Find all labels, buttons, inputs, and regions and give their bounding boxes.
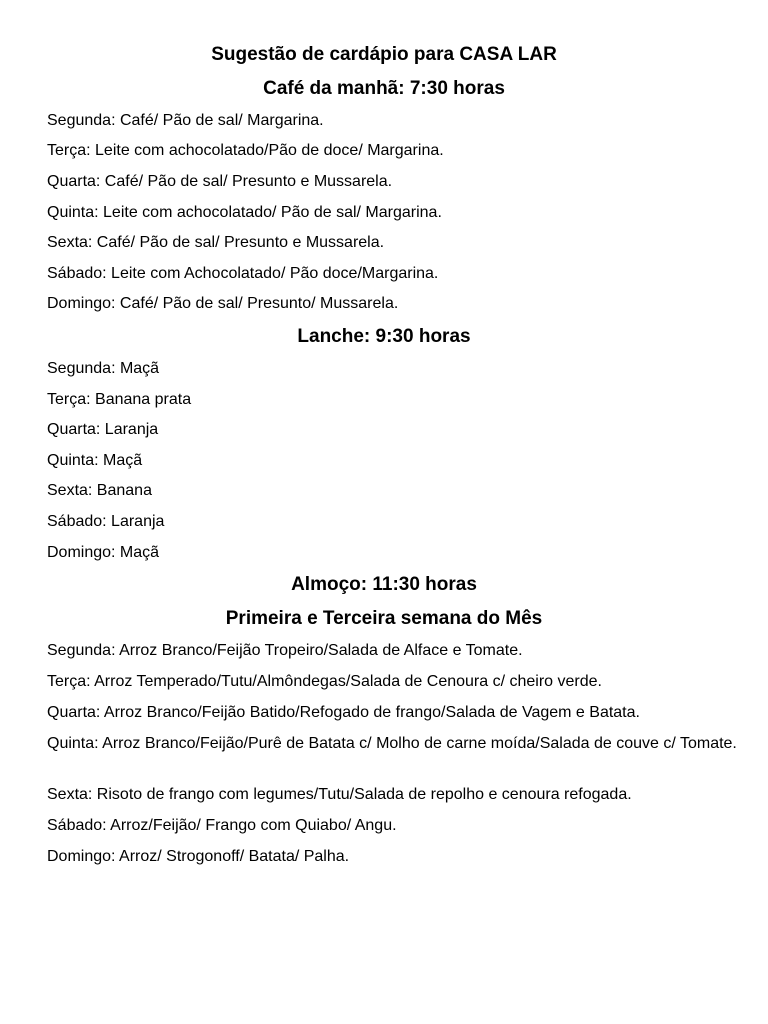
breakfast-item: Quinta: Leite com achocolatado/ Pão de sal/ Margarina. (47, 204, 442, 221)
snack-item: Quinta: Maçã (47, 452, 143, 469)
snack-heading: Lanche: 9:30 horas (297, 326, 471, 347)
lunch-item: Quarta: Arroz Branco/Feijão Batido/Refogado de frango/Salada de Vagem e Batata. (47, 704, 640, 721)
snack-item: Terça: Banana prata (47, 391, 192, 408)
snack-item: Sexta: Banana (47, 482, 152, 499)
lunch-item: Domingo: Arroz/ Strogonoff/ Batata/ Palha. (47, 848, 350, 865)
breakfast-item: Quarta: Café/ Pão de sal/ Presunto e Mussarela. (47, 173, 393, 190)
lunch-item: Sábado: Arroz/Feijão/ Frango com Quiabo/ Angu. (47, 817, 397, 834)
document-title: Sugestão de cardápio para CASA LAR (211, 44, 557, 65)
lunch-item: Segunda: Arroz Branco/Feijão Tropeiro/Salada de Alface e Tomate. (47, 642, 523, 659)
breakfast-item: Domingo: Café/ Pão de sal/ Presunto/ Mussarela. (47, 295, 399, 312)
snack-item: Segunda: Maçã (47, 360, 160, 377)
snack-item: Domingo: Maçã (47, 544, 160, 561)
snack-item: Sábado: Laranja (47, 513, 165, 530)
snack-item: Quarta: Laranja (47, 421, 159, 438)
lunch-item: Quinta: Arroz Branco/Feijão/Purê de Batata c/ Molho de carne moída/Salada de couve c/ Tomate. (47, 735, 737, 752)
lunch-item: Terça: Arroz Temperado/Tutu/Almôndegas/Salada de Cenoura c/ cheiro verde. (47, 673, 602, 690)
breakfast-item: Sábado: Leite com Achocolatado/ Pão doce/Margarina. (47, 265, 439, 282)
lunch-item: Sexta: Risoto de frango com legumes/Tutu/Salada de repolho e cenoura refogada. (47, 786, 632, 803)
breakfast-heading: Café da manhã: 7:30 horas (263, 78, 505, 99)
lunch-heading: Almoço: 11:30 horas (291, 574, 477, 595)
lunch-subheading: Primeira e Terceira semana do Mês (225, 608, 543, 629)
breakfast-item: Segunda: Café/ Pão de sal/ Margarina. (47, 112, 324, 129)
breakfast-item: Terça: Leite com achocolatado/Pão de doce/ Margarina. (47, 142, 444, 159)
breakfast-item: Sexta: Café/ Pão de sal/ Presunto e Mussarela. (47, 234, 385, 251)
